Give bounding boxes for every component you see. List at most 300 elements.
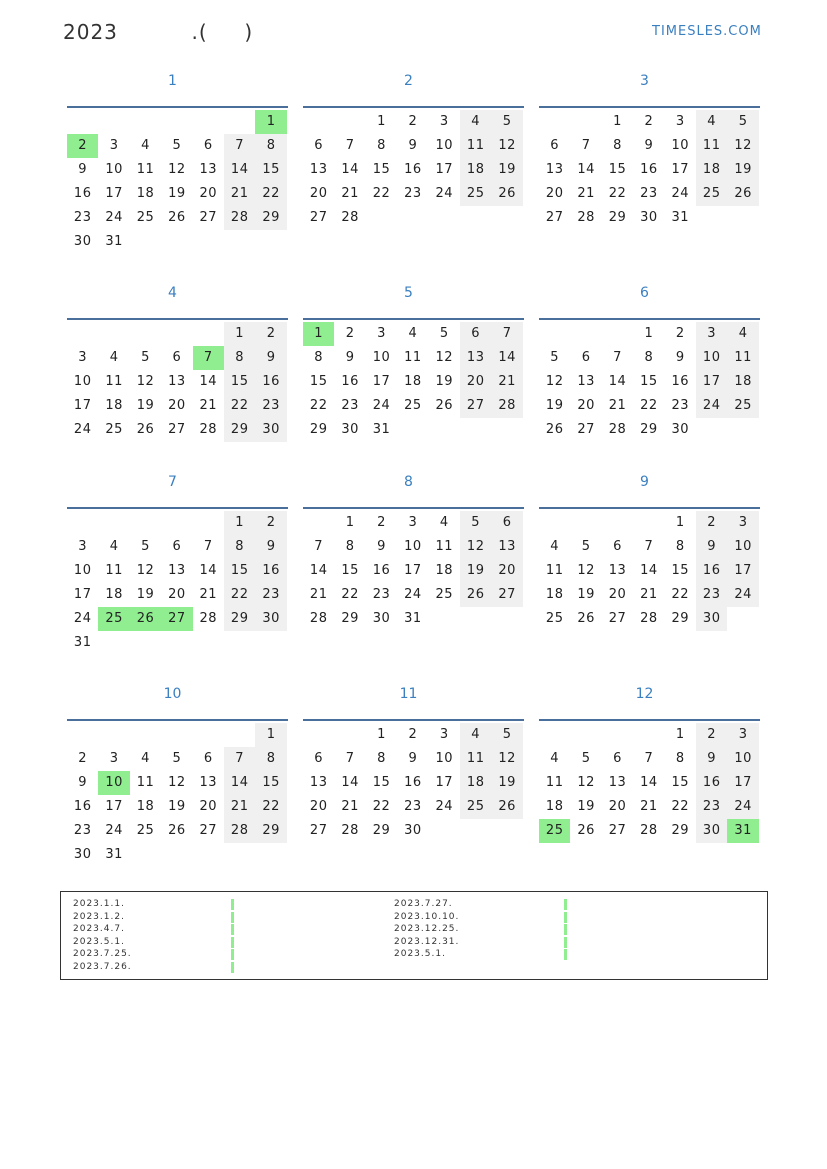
day-cell: 28: [608, 422, 627, 437]
day-cell: 13: [199, 775, 218, 790]
day-cell: 9: [377, 539, 386, 554]
day-cell: 31: [404, 611, 422, 626]
legend-date: 2023.5.1.: [73, 936, 125, 947]
day-cell: 3: [439, 114, 449, 129]
day-cell: 19: [168, 799, 186, 814]
day-cell: 22: [640, 398, 658, 413]
day-cell: 4: [408, 326, 418, 341]
holiday-day-cell: 26: [130, 607, 161, 631]
day-cell: 6: [172, 539, 182, 554]
day-cell: 2: [345, 326, 355, 341]
day-cell: 14: [640, 775, 658, 790]
day-cell: 8: [314, 350, 324, 365]
day-cell: 8: [377, 138, 386, 153]
day-cell: 12: [491, 747, 522, 771]
day-cell: 13: [168, 563, 186, 578]
day-cell: 23: [255, 583, 286, 607]
day-cell: 12: [460, 535, 491, 559]
day-cell: 28: [640, 823, 658, 838]
day-cell: 8: [255, 747, 286, 771]
day-cell: 10: [727, 535, 758, 559]
day-cell: 19: [460, 559, 491, 583]
day-cell: 17: [435, 775, 454, 790]
day-cell: 21: [309, 587, 328, 602]
day-cell: 2: [255, 511, 286, 535]
day-cell: 18: [460, 771, 491, 795]
day-cell: 26: [491, 182, 522, 206]
day-cell: 2: [377, 515, 386, 530]
day-cell: 14: [224, 771, 255, 795]
holiday-day-cell: 2: [67, 134, 98, 158]
day-cell: 24: [105, 210, 123, 225]
day-cell: 23: [372, 587, 391, 602]
day-cell: 28: [309, 611, 328, 626]
day-cell: 21: [577, 186, 595, 201]
day-cell: 13: [491, 535, 522, 559]
day-cell: 6: [203, 138, 213, 153]
day-cell: 7: [613, 350, 622, 365]
day-cell: 28: [199, 422, 218, 437]
day-cell: 9: [675, 350, 685, 365]
day-cell: 25: [404, 398, 422, 413]
day-cell: 26: [435, 398, 454, 413]
day-cell: 25: [136, 210, 155, 225]
day-cell: 3: [377, 326, 386, 341]
day-cell: 28: [199, 611, 218, 626]
day-cell: 20: [608, 799, 627, 814]
day-cell: 22: [608, 186, 627, 201]
day-cell: 21: [199, 587, 218, 602]
day-cell: 16: [404, 775, 422, 790]
day-cell: 1: [345, 515, 355, 530]
day-cell: 13: [199, 162, 218, 177]
day-cell: 18: [404, 374, 422, 389]
day-cell: 18: [727, 370, 758, 394]
legend-date: 2023.1.2.: [73, 911, 125, 922]
day-cell: 29: [224, 418, 255, 442]
legend-color-swatch: [231, 937, 234, 948]
day-cell: 28: [491, 394, 522, 418]
day-cell: 5: [491, 110, 522, 134]
day-cell: 12: [136, 374, 155, 389]
day-cell: 25: [696, 182, 727, 206]
day-cell: 6: [491, 511, 522, 535]
legend-color-swatch: [231, 962, 234, 973]
day-cell: 14: [491, 346, 522, 370]
day-cell: 15: [372, 775, 391, 790]
day-cell: 23: [255, 394, 286, 418]
month-number: 10: [163, 686, 182, 702]
day-cell: 17: [727, 559, 758, 583]
month-day-grid: [303, 507, 524, 629]
day-cell: 16: [404, 162, 422, 177]
day-cell: 24: [372, 398, 391, 413]
day-cell: 22: [255, 795, 286, 819]
day-cell: 3: [109, 138, 119, 153]
day-cell: 30: [255, 418, 286, 442]
day-cell: 8: [675, 751, 685, 766]
day-cell: 6: [613, 539, 622, 554]
day-cell: 20: [491, 559, 522, 583]
day-cell: 2: [408, 114, 418, 129]
day-cell: 3: [727, 723, 758, 747]
day-cell: 6: [203, 751, 213, 766]
day-cell: 3: [696, 322, 727, 346]
day-cell: 1: [613, 114, 622, 129]
legend-date: 2023.4.7.: [73, 924, 125, 934]
day-cell: 10: [105, 162, 123, 177]
day-cell: 13: [577, 374, 595, 389]
month-day-grid: [303, 719, 524, 841]
month-day-grid: [67, 106, 288, 252]
holiday-day-cell: 25: [98, 607, 129, 631]
day-cell: 27: [460, 394, 491, 418]
month-number: 4: [168, 285, 177, 301]
day-cell: 15: [309, 374, 328, 389]
month-day-grid: [539, 106, 760, 228]
day-cell: 28: [341, 210, 359, 225]
day-cell: 10: [435, 751, 454, 766]
day-cell: 3: [727, 511, 758, 535]
day-cell: 18: [136, 186, 155, 201]
day-cell: 26: [545, 422, 564, 437]
day-cell: 12: [136, 563, 155, 578]
day-cell: 3: [675, 114, 685, 129]
legend-date: 2023.7.27.: [394, 899, 453, 909]
day-cell: 5: [727, 110, 758, 134]
day-cell: 21: [341, 186, 359, 201]
day-cell: 17: [727, 771, 758, 795]
day-cell: 2: [78, 751, 88, 766]
day-cell: 28: [224, 206, 255, 230]
day-cell: 1: [255, 723, 286, 747]
day-cell: 18: [105, 398, 123, 413]
day-cell: 9: [696, 535, 727, 559]
month-day-grid: [303, 318, 524, 440]
day-cell: 14: [608, 374, 627, 389]
day-cell: 11: [460, 747, 491, 771]
day-cell: 15: [671, 563, 690, 578]
day-cell: 11: [105, 374, 123, 389]
month-number: 9: [640, 474, 649, 490]
day-cell: 2: [255, 322, 286, 346]
day-cell: 12: [545, 374, 564, 389]
holiday-day-cell: 10: [98, 771, 129, 795]
day-cell: 23: [671, 398, 690, 413]
day-cell: 19: [491, 158, 522, 182]
day-cell: 30: [640, 210, 658, 225]
day-cell: 11: [105, 563, 123, 578]
day-cell: 17: [73, 587, 92, 602]
day-cell: 13: [309, 775, 328, 790]
day-cell: 7: [581, 138, 591, 153]
day-cell: 17: [435, 162, 454, 177]
day-cell: 22: [372, 186, 391, 201]
day-cell: 4: [550, 539, 560, 554]
day-cell: 9: [408, 751, 418, 766]
day-cell: 22: [372, 799, 391, 814]
day-cell: 11: [404, 350, 422, 365]
day-cell: 10: [73, 563, 92, 578]
day-cell: 11: [435, 539, 454, 554]
day-cell: 24: [73, 422, 92, 437]
day-cell: 30: [73, 234, 92, 249]
day-cell: 29: [608, 210, 627, 225]
day-cell: 13: [608, 775, 627, 790]
day-cell: 6: [314, 751, 324, 766]
day-cell: 7: [314, 539, 324, 554]
day-cell: 19: [136, 587, 155, 602]
day-cell: 20: [309, 799, 328, 814]
day-cell: 6: [550, 138, 560, 153]
day-cell: 7: [644, 539, 654, 554]
day-cell: 22: [224, 583, 255, 607]
day-cell: 27: [577, 422, 595, 437]
day-cell: 26: [460, 583, 491, 607]
day-cell: 26: [577, 823, 595, 838]
day-cell: 11: [460, 134, 491, 158]
day-cell: 13: [460, 346, 491, 370]
day-cell: 23: [341, 398, 359, 413]
day-cell: 12: [435, 350, 454, 365]
day-cell: 9: [78, 775, 88, 790]
day-cell: 5: [141, 539, 150, 554]
day-cell: 15: [341, 563, 359, 578]
day-cell: 8: [644, 350, 654, 365]
day-cell: 6: [581, 350, 591, 365]
day-cell: 17: [696, 370, 727, 394]
month-number: 8: [404, 474, 413, 490]
month-number: 1: [168, 73, 177, 89]
day-cell: 24: [435, 799, 454, 814]
month-number: 6: [640, 285, 649, 301]
site-logo[interactable]: TIMESLES.COM: [652, 24, 762, 39]
day-cell: 1: [377, 114, 386, 129]
day-cell: 29: [640, 422, 658, 437]
day-cell: 5: [172, 138, 182, 153]
month-day-grid: [539, 318, 760, 440]
day-cell: 27: [199, 210, 218, 225]
day-cell: 1: [377, 727, 386, 742]
day-cell: 4: [460, 723, 491, 747]
day-cell: 2: [408, 727, 418, 742]
day-cell: 11: [696, 134, 727, 158]
legend-color-swatch: [564, 899, 567, 910]
day-cell: 13: [545, 162, 564, 177]
day-cell: 3: [408, 515, 418, 530]
day-cell: 19: [435, 374, 454, 389]
month-day-grid: [539, 507, 760, 629]
day-cell: 16: [640, 162, 658, 177]
day-cell: 8: [224, 535, 255, 559]
day-cell: 2: [644, 114, 654, 129]
day-cell: 30: [372, 611, 391, 626]
day-cell: 10: [727, 747, 758, 771]
day-cell: 17: [372, 374, 391, 389]
day-cell: 16: [341, 374, 359, 389]
day-cell: 17: [671, 162, 690, 177]
day-cell: 24: [671, 186, 690, 201]
day-cell: 26: [727, 182, 758, 206]
day-cell: 22: [224, 394, 255, 418]
day-cell: 17: [105, 799, 123, 814]
day-cell: 19: [577, 799, 595, 814]
day-cell: 5: [460, 511, 491, 535]
day-cell: 22: [255, 182, 286, 206]
day-cell: 26: [168, 210, 186, 225]
day-cell: 17: [105, 186, 123, 201]
day-cell: 30: [73, 847, 92, 862]
day-cell: 9: [345, 350, 355, 365]
holiday-day-cell: 31: [727, 819, 758, 843]
day-cell: 7: [203, 539, 213, 554]
day-cell: 27: [608, 823, 627, 838]
day-cell: 25: [727, 394, 758, 418]
day-cell: 4: [109, 350, 119, 365]
month-number: 2: [404, 73, 413, 89]
day-cell: 20: [545, 186, 564, 201]
day-cell: 4: [550, 751, 560, 766]
day-cell: 28: [577, 210, 595, 225]
day-cell: 16: [696, 559, 727, 583]
day-cell: 31: [105, 234, 123, 249]
day-cell: 27: [309, 210, 328, 225]
legend-color-swatch: [564, 912, 567, 923]
day-cell: 1: [224, 322, 255, 346]
day-cell: 26: [577, 611, 595, 626]
day-cell: 4: [141, 751, 150, 766]
month-number: 5: [404, 285, 413, 301]
day-cell: 18: [435, 563, 454, 578]
day-cell: 19: [577, 587, 595, 602]
day-cell: 16: [696, 771, 727, 795]
day-cell: 25: [460, 182, 491, 206]
day-cell: 24: [696, 394, 727, 418]
legend-date: 2023.5.1.: [394, 949, 446, 959]
day-cell: 1: [675, 515, 685, 530]
day-cell: 8: [345, 539, 355, 554]
day-cell: 9: [255, 535, 286, 559]
holiday-day-cell: 1: [255, 110, 286, 134]
day-cell: 4: [696, 110, 727, 134]
day-cell: 19: [168, 186, 186, 201]
legend-date: 2023.12.25.: [394, 924, 460, 934]
day-cell: 18: [136, 799, 155, 814]
day-cell: 29: [255, 819, 286, 843]
day-cell: 25: [136, 823, 155, 838]
day-cell: 4: [460, 110, 491, 134]
day-cell: 13: [608, 563, 627, 578]
day-cell: 22: [309, 398, 328, 413]
day-cell: 14: [199, 374, 218, 389]
day-cell: 11: [136, 775, 155, 790]
day-cell: 24: [404, 587, 422, 602]
day-cell: 25: [435, 587, 454, 602]
legend-color-swatch: [231, 899, 234, 910]
day-cell: 30: [341, 422, 359, 437]
day-cell: 6: [460, 322, 491, 346]
day-cell: 27: [199, 823, 218, 838]
day-cell: 20: [168, 398, 186, 413]
month-day-grid: [303, 106, 524, 228]
day-cell: 23: [404, 799, 422, 814]
day-cell: 20: [309, 186, 328, 201]
day-cell: 8: [613, 138, 622, 153]
day-cell: 14: [577, 162, 595, 177]
day-cell: 8: [675, 539, 685, 554]
day-cell: 15: [224, 370, 255, 394]
day-cell: 31: [105, 847, 123, 862]
day-cell: 24: [105, 823, 123, 838]
day-cell: 22: [671, 587, 690, 602]
day-cell: 29: [309, 422, 328, 437]
day-cell: 5: [439, 326, 449, 341]
day-cell: 15: [608, 162, 627, 177]
day-cell: 30: [671, 422, 690, 437]
day-cell: 8: [224, 346, 255, 370]
day-cell: 21: [199, 398, 218, 413]
day-cell: 4: [141, 138, 150, 153]
day-cell: 31: [372, 422, 391, 437]
day-cell: 20: [199, 186, 218, 201]
day-cell: 15: [255, 158, 286, 182]
day-cell: 9: [255, 346, 286, 370]
day-cell: 19: [491, 771, 522, 795]
day-cell: 22: [341, 587, 359, 602]
day-cell: 29: [671, 823, 690, 838]
month-day-grid: [67, 318, 288, 440]
day-cell: 16: [73, 186, 92, 201]
day-cell: 16: [671, 374, 690, 389]
day-cell: 30: [696, 819, 727, 843]
day-cell: 7: [224, 134, 255, 158]
day-cell: 7: [224, 747, 255, 771]
day-cell: 24: [435, 186, 454, 201]
legend-date: 2023.7.25.: [73, 949, 132, 959]
day-cell: 26: [491, 795, 522, 819]
day-cell: 9: [696, 747, 727, 771]
day-cell: 6: [613, 751, 622, 766]
day-cell: 15: [372, 162, 391, 177]
day-cell: 3: [78, 539, 88, 554]
day-cell: 23: [696, 583, 727, 607]
day-cell: 5: [581, 751, 591, 766]
day-cell: 31: [73, 635, 92, 650]
month-number: 7: [168, 474, 177, 490]
day-cell: 19: [545, 398, 564, 413]
day-cell: 16: [73, 799, 92, 814]
day-cell: 21: [608, 398, 627, 413]
day-cell: 25: [545, 611, 564, 626]
day-cell: 12: [577, 563, 595, 578]
holiday-day-cell: 7: [193, 346, 224, 370]
legend-color-swatch: [231, 949, 234, 960]
day-cell: 6: [172, 350, 182, 365]
day-cell: 29: [372, 823, 391, 838]
day-cell: 14: [341, 775, 359, 790]
day-cell: 19: [727, 158, 758, 182]
day-cell: 14: [341, 162, 359, 177]
day-cell: 14: [309, 563, 328, 578]
month-number: 11: [399, 686, 418, 702]
day-cell: 8: [255, 134, 286, 158]
day-cell: 5: [491, 723, 522, 747]
day-cell: 11: [545, 563, 564, 578]
day-cell: 8: [377, 751, 386, 766]
day-cell: 20: [168, 587, 186, 602]
day-cell: 2: [696, 511, 727, 535]
day-cell: 27: [545, 210, 564, 225]
